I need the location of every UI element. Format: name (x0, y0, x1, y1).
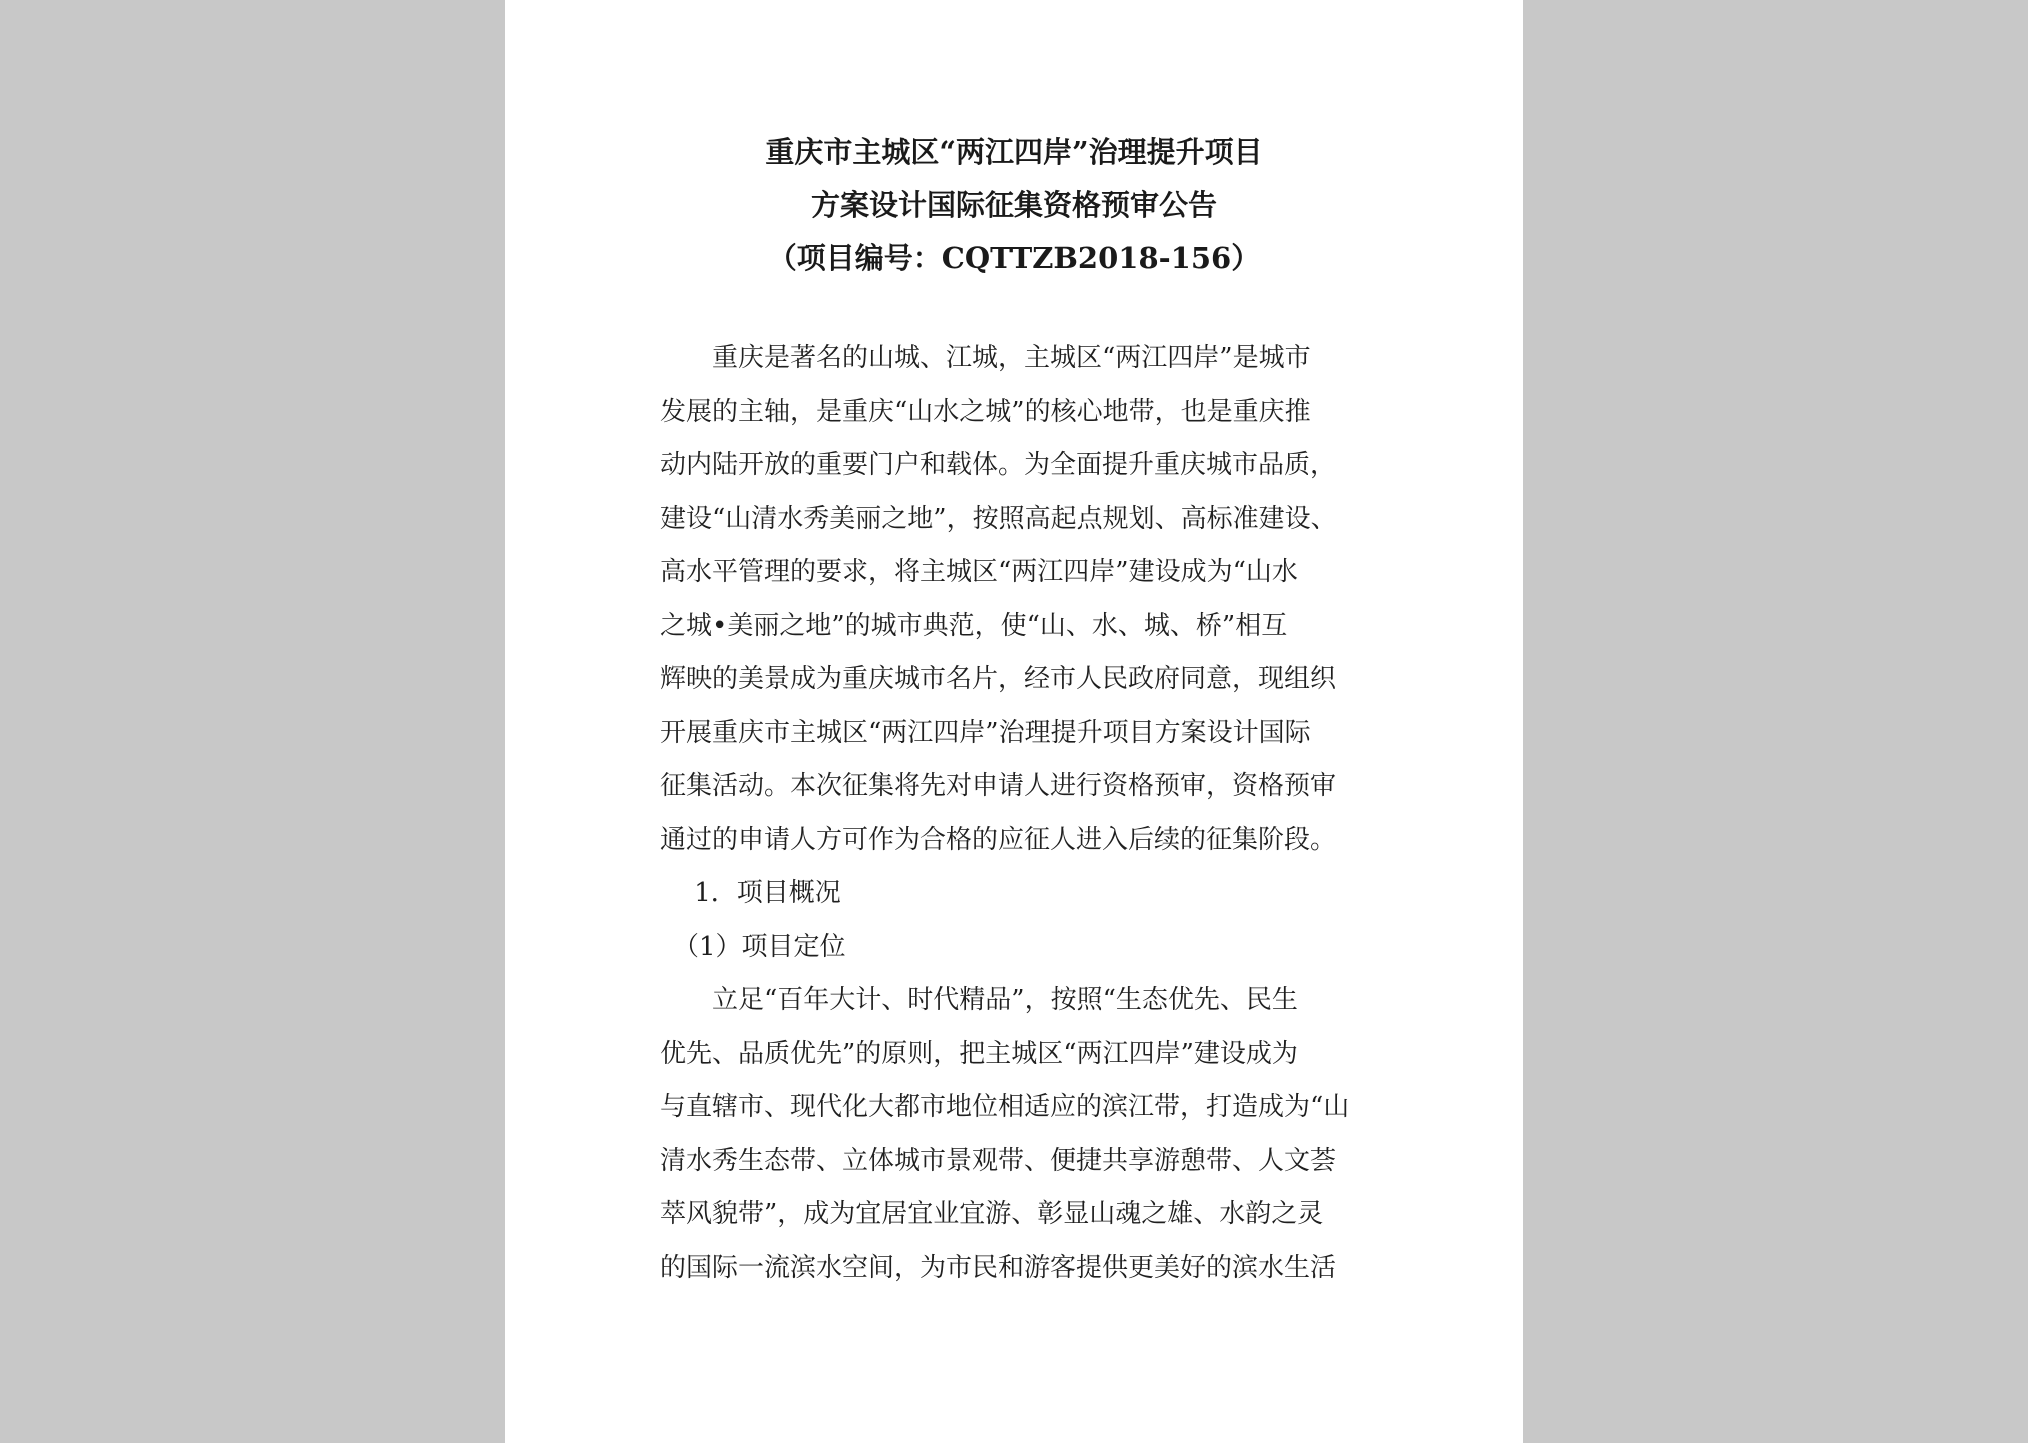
document-title-line-2: 方案设计国际征集资格预审公告 (810, 188, 1217, 222)
body-line: 萃风貌带”，成为宜居宜业宜游、彰显山魂之雄、水韵之灵 (660, 1199, 1324, 1229)
body-line: 与直辖市、现代化大都市地位相适应的滨江带，打造成为“山 (660, 1092, 1350, 1122)
document-project-number: （项目编号：CQTTZB2018-156） (767, 241, 1261, 275)
body-line: 立足“百年大计、时代精品”，按照“生态优先、民生 (660, 985, 1298, 1015)
body-line: 征集活动。本次征集将先对申请人进行资格预审，资格预审 (660, 771, 1337, 801)
body-line: 优先、品质优先”的原则，把主城区“两江四岸”建设成为 (660, 1039, 1298, 1069)
body-line: 发展的主轴，是重庆“山水之城”的核心地带，也是重庆推 (660, 397, 1311, 427)
body-line: 的国际一流滨水空间，为市民和游客提供更美好的滨水生活 (660, 1253, 1337, 1283)
body-line: 建设“山清水秀美丽之地”，按照高起点规划、高标准建设、 (660, 504, 1337, 534)
body-line: 动内陆开放的重要门户和载体。为全面提升重庆城市品质， (660, 450, 1337, 480)
body-line: 高水平管理的要求，将主城区“两江四岸”建设成为“山水 (660, 557, 1298, 587)
section-heading: 1．项目概况 (660, 878, 841, 908)
body-line: 之城•美丽之地”的城市典范，使“山、水、城、桥”相互 (660, 611, 1288, 641)
document-page (505, 0, 1523, 1443)
body-line: 重庆是著名的山城、江城，主城区“两江四岸”是城市 (660, 343, 1311, 373)
body-line: 开展重庆市主城区“两江四岸”治理提升项目方案设计国际 (660, 718, 1311, 748)
body-line: 清水秀生态带、立体城市景观带、便捷共享游憩带、人文荟 (660, 1146, 1337, 1176)
body-line: 通过的申请人方可作为合格的应征人进入后续的征集阶段。 (660, 825, 1337, 855)
document-title-line-1: 重庆市主城区“两江四岸”治理提升项目 (765, 135, 1263, 169)
body-line: 辉映的美景成为重庆城市名片，经市人民政府同意，现组织 (660, 664, 1337, 694)
subsection-heading: （1）项目定位 (660, 932, 846, 962)
